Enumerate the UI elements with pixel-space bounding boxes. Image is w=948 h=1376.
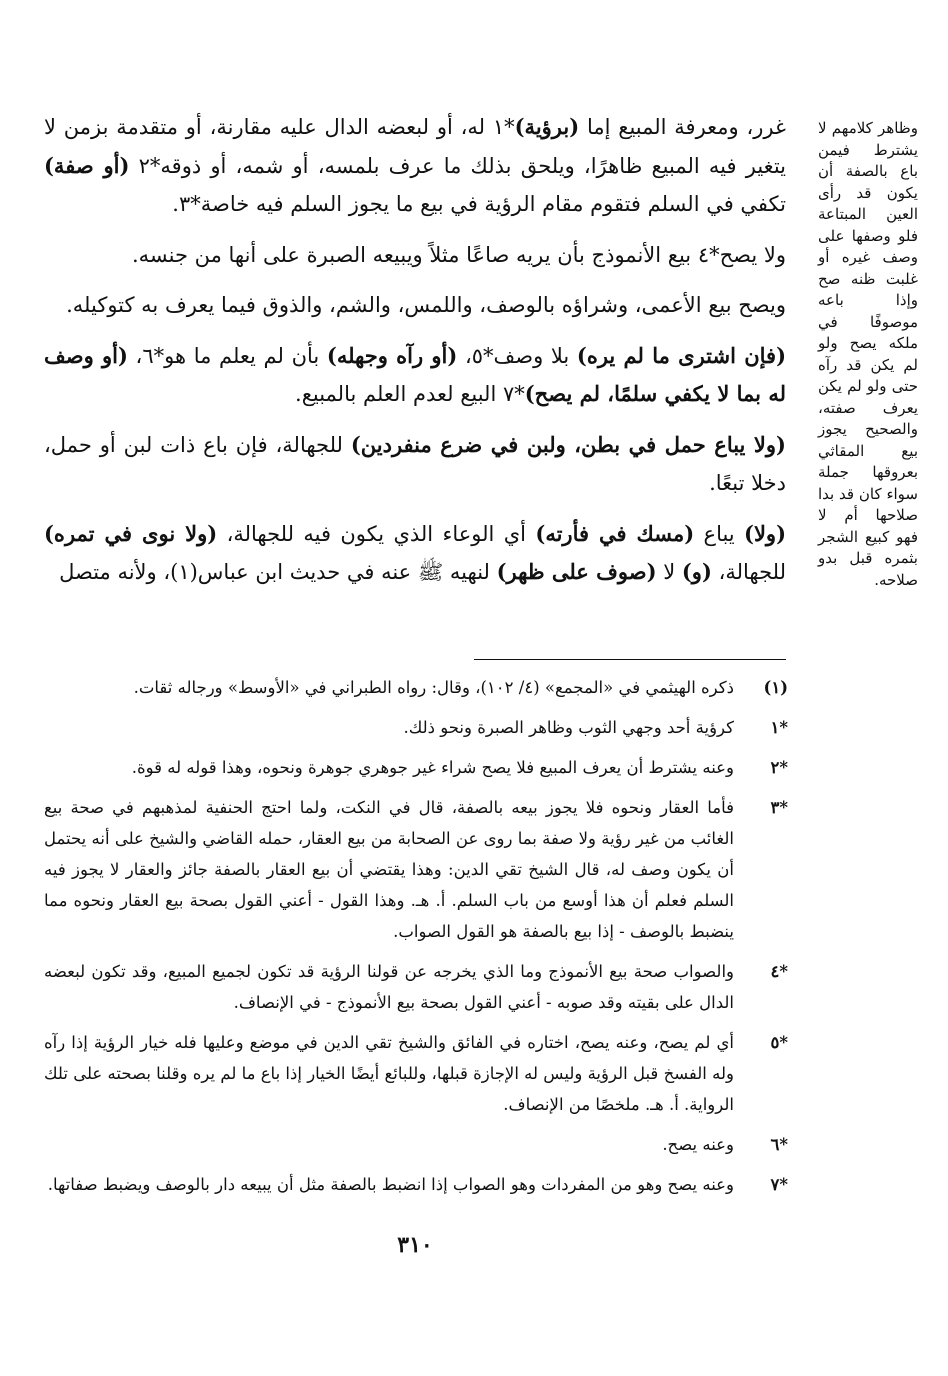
footnote-number: *٣ bbox=[770, 798, 788, 817]
footnote-separator bbox=[474, 659, 786, 660]
footnote-text: والصواب صحة بيع الأنموذج وما الذي يخرجه عن قولنا الرؤية قد تكون لجميع المبيع، وقد تكون لبعضه الدال على بقيته وقد صوبه - أعني القول بصحة بيع الأنموذج - في الإنصاف. bbox=[44, 962, 734, 1012]
footnote bbox=[44, 792, 788, 947]
footnote bbox=[44, 1169, 788, 1200]
footnote-text: أي لم يصح، وعنه يصح، اختاره في الفائق والشيخ تقي الدين في موضع وعليها فله خيار الرؤية إذا رآه وله الفسخ قبل الرؤية وليس له الإجازة قبلها، وللبائع أيضًا الخيار إذا باع ما لم يره وقلنا بصحته على تلك الرواية. أ. هـ. ملخصًا من الإنصاف. bbox=[44, 1033, 734, 1114]
footnote-text: وعنه يصح وهو من المفردات وهو الصواب إذا انضبط بالصفة مثل أن يبيعه دار بالوصف ويضبط صفاتها. bbox=[47, 1175, 734, 1194]
footnote-text: فأما العقار ونحوه فلا يجوز بيعه بالصفة، قال في النكت، ولما احتج الحنفية لمذهبهم في صحة بيع الغائب من غير رؤية ولا صفة بما روى عن الصحابة من بيع العقار، حمله القاضي والشيخ على أنه يحتمل أن يكون وصف له، قال الشيخ تقي الدين: وهذا يقتضي أن بيع العقار بالصفة جائز والعقار لا يجوز فيه السلم فعلم أن هذا أوسع من باب السلم. أ. هـ. وهذا القول - أعني القول بصحة بيع العقار ونحوه مما ينضبط بالوصف - إذا بيع بالصفة هو القول الصواب. bbox=[44, 798, 734, 941]
footnote-number: (١) bbox=[763, 678, 788, 697]
paragraph-5: (ولا يباع حمل في بطن، ولبن في ضرع منفردين) للجهالة، فإن باع ذات لبن أو حمل، دخلا تبعًا. bbox=[44, 431, 786, 495]
footnote bbox=[44, 712, 788, 743]
footnote bbox=[44, 672, 788, 703]
footnote bbox=[44, 752, 788, 783]
footnote-number: *١ bbox=[770, 718, 788, 737]
page-number: ٣١٠ bbox=[397, 1232, 433, 1258]
footnote-number: *٧ bbox=[770, 1175, 788, 1194]
paragraph-3: ويصح بيع الأعمى، وشراؤه بالوصف، واللمس، والشم، والذوق فيما يعرف به كتوكيله. bbox=[66, 293, 786, 317]
paragraph-4: (فإن اشترى ما لم يره) بلا وصف*٥، (أو رآه وجهله) بأن لم يعلم ما هو*٦، (أو وصف له بما لا يكفي سلمًا، لم يصح)*٧ البيع لعدم العلم بالمبيع. bbox=[44, 342, 787, 406]
footnote-text: ذكره الهيثمي في «المجمع» (٤/ ١٠٢)، وقال: رواه الطبراني في «الأوسط» ورجاله ثقات. bbox=[133, 678, 734, 697]
footnote-text: وعنه يشترط أن يعرف المبيع فلا يصح شراء غير جوهري جوهرة ونحوه، وهذا قوله له قوة. bbox=[131, 758, 734, 777]
footnotes bbox=[44, 672, 788, 1209]
paragraph-2: ولا يصح*٤ بيع الأنموذج بأن يريه صاعًا مثلاً ويبيعه الصبرة على أنها من جنسه. bbox=[131, 242, 786, 267]
main-text bbox=[44, 108, 786, 604]
footnote-text: كرؤية أحد وجهي الثوب وظاهر الصبرة ونحو ذلك. bbox=[403, 718, 734, 737]
footnote bbox=[44, 1027, 788, 1120]
footnote-number: *٤ bbox=[770, 962, 788, 981]
footnote bbox=[44, 956, 788, 1018]
footnote-number: *٢ bbox=[770, 758, 788, 777]
paragraph-6: (ولا) يباع (مسك في فأرته) أي الوعاء الذي يكون فيه للجهالة، (ولا نوى في تمره) للجهالة، (و) لا (صوف على ظهر) لنهيه ﷺ عنه في حديث ابن عباس(١)، ولأنه متصل bbox=[44, 520, 787, 584]
footnote-text: وعنه يصح. bbox=[662, 1135, 734, 1154]
margin-note: وظاهر كلامهم لا يشترط فيمن باع بالصفة أن يكون قد رأى العين المبتاعة فلو وصفها على وصف غيره أو غلبت ظنه صح وإذا باعه موصوفًا في ملكه يصح ولو لم يكن قد رآه حتى ولو لم يكن يعرف صفته، والصحيح يجوز بيع المقاثي بعروقها جملة سواء كان قد بدا صلاحها أم لا فهو كبيع الشجر بثمره قبل بدو صلاحه. bbox=[818, 119, 918, 589]
footnote bbox=[44, 1129, 788, 1160]
footnote-number: *٥ bbox=[770, 1033, 788, 1052]
footnote-number: *٦ bbox=[770, 1135, 788, 1154]
paragraph-1: غرر، ومعرفة المبيع إما (برؤية)*١ له، أو لبعضه الدال عليه مقارنة، أو متقدمة بزمن لا يتغير فيه المبيع ظاهرًا، ويلحق بذلك ما عرف بلمسه، أو شمه، أو ذوقه*٢ (أو صفة) تكفي في السلم فتقوم مقام الرؤية في بيع ما يجوز السلم فيه خاصة*٣. bbox=[44, 114, 786, 216]
